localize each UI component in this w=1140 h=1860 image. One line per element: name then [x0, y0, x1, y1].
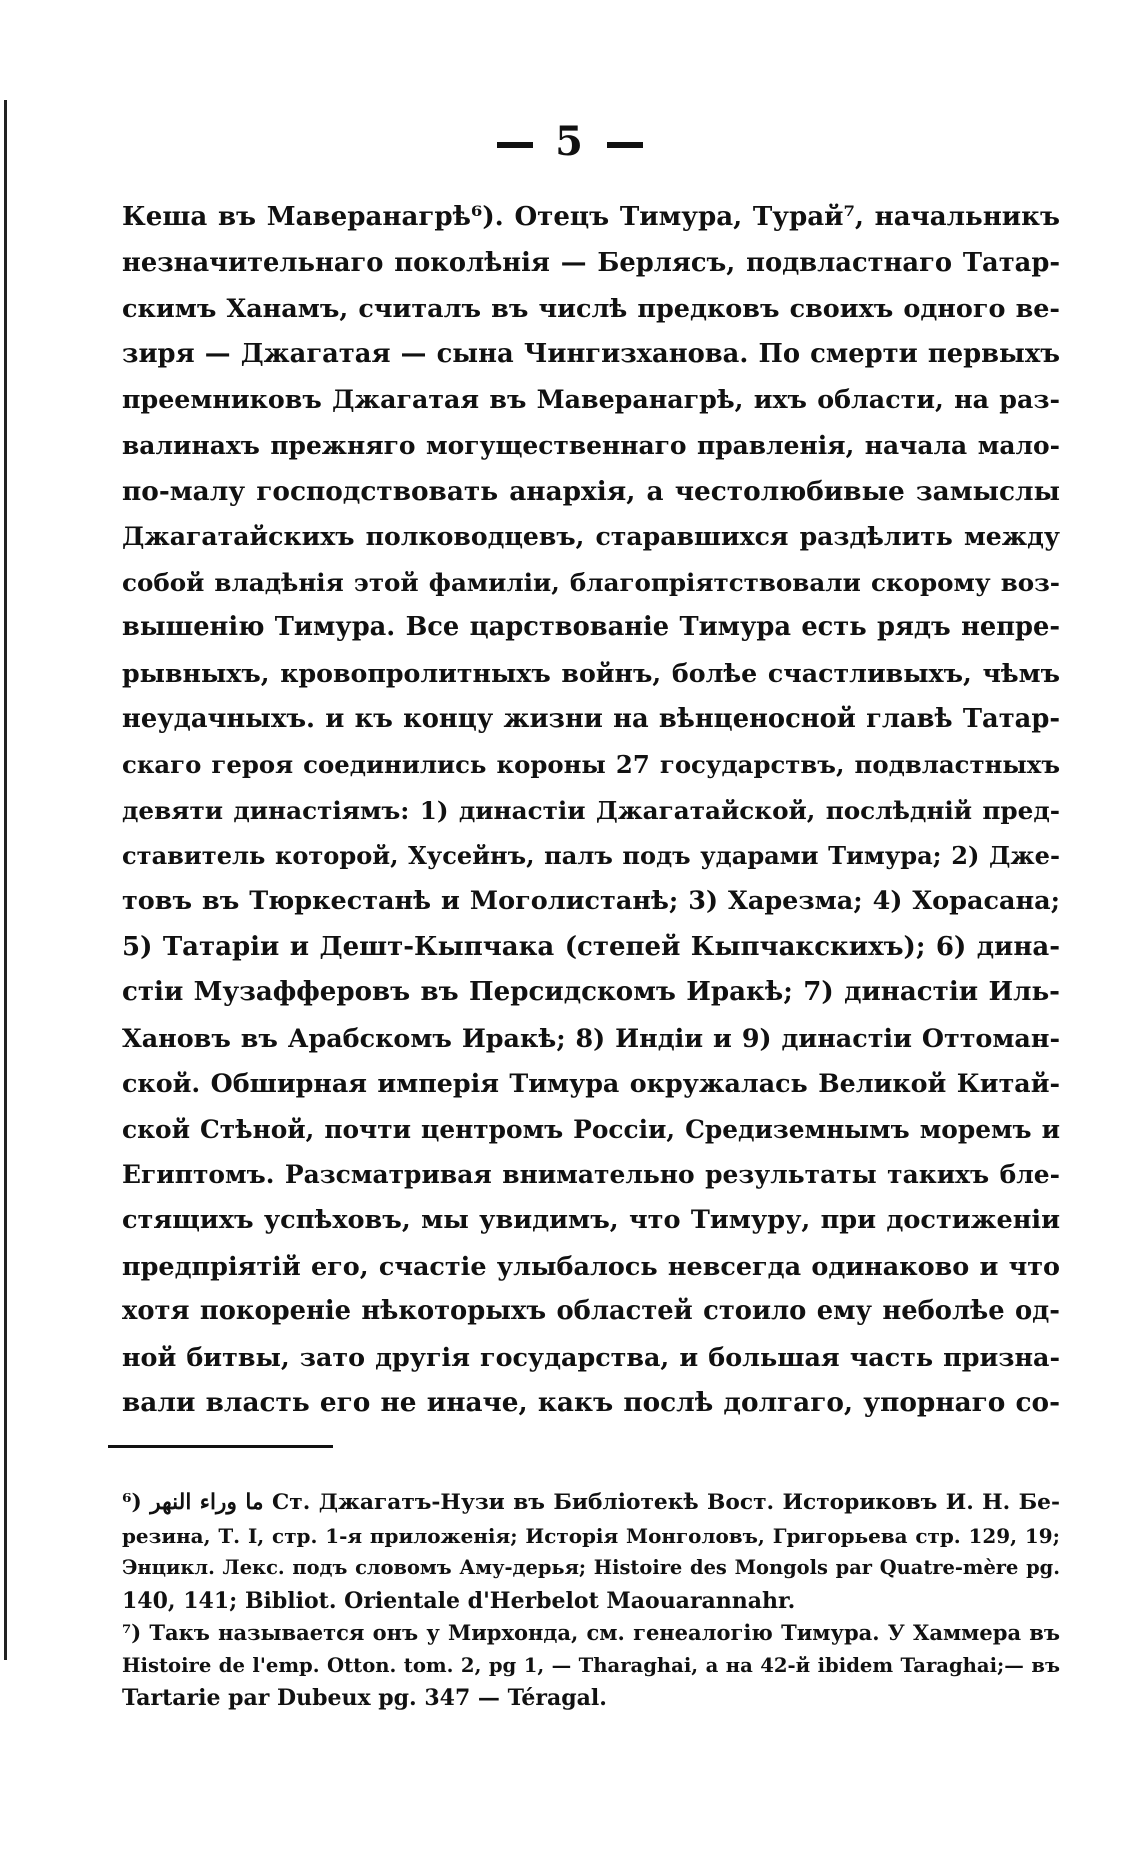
main-text: [122, 195, 1060, 1426]
text-line: вали власть его не иначе, какъ послѣ долгаго, упорнаго со-: [122, 1387, 1060, 1419]
footnote-line: Энцикл. Лекс. подъ словомъ Аму-дерья; Histoire des Mongols par Quatre-mère pg.: [122, 1556, 1060, 1579]
text-line: собой владѣнія этой фамиліи, благопріятствовали скорому воз-: [122, 567, 1060, 597]
text-line: преемниковъ Джагатая въ Маверанагрѣ, ихъ области, на раз-: [122, 384, 1060, 415]
text-line: стящихъ успѣховъ, мы увидимъ, что Тимуру, при достиженіи: [122, 1205, 1060, 1236]
text-line: хотя покореніе нѣкоторыхъ областей стоило ему неболѣе од-: [122, 1296, 1060, 1327]
header-dash-left: [497, 142, 533, 148]
text-line: стіи Музафферовъ въ Персидскомъ Иракѣ; 7) династіи Иль-: [122, 977, 1060, 1008]
text-line: Египтомъ. Разсматривая внимательно результаты такихъ бле-: [122, 1160, 1060, 1190]
text-line: ной битвы, зато другія государства, и большая часть призна-: [122, 1341, 1060, 1372]
text-line: ской Стѣной, почти центромъ Россіи, Средиземнымъ моремъ и: [122, 1114, 1060, 1144]
text-line: вышенію Тимура. Все царствованіе Тимура есть рядъ непре-: [122, 612, 1060, 643]
header-dash-right: [607, 142, 643, 148]
footnote-line: ⁷) Такъ называется онъ у Мирхонда, см. генеалогію Тимура. У Хаммера въ: [122, 1620, 1060, 1645]
text-line: по-малу господствовать анархія, а честолюбивые замыслы: [122, 475, 1060, 507]
text-line: скаго героя соединились короны 27 государствъ, подвластныхъ: [122, 750, 1060, 780]
text-line: Кеша въ Маверанагрѣ⁶). Отецъ Тимура, Турай⁷, начальникъ: [122, 202, 1060, 232]
text-line: ской. Обширная имперія Тимура окружалась Великой Китай-: [122, 1068, 1060, 1099]
footnote-separator: [108, 1445, 333, 1448]
footnote-line: резина, Т. I, стр. 1-я приложенія; Исторія Монголовъ, Григорьева стр. 129, 19;: [122, 1523, 1060, 1548]
footnote-line: 140, 141; Bibliot. Orientale d'Herbelot Maouarannahr.: [122, 1587, 796, 1614]
footnotes: [122, 1487, 1060, 1715]
text-line: Джагатайскихъ полководцевъ, старавшихся раздѣлить между: [122, 521, 1060, 552]
text-line: неудачныхъ. и къ концу жизни на вѣнценосной главѣ Татар-: [122, 703, 1060, 734]
text-line: незначительнаго поколѣнія — Берлясъ, подвластнаго Татар-: [122, 247, 1060, 278]
text-line: 5) Татаріи и Дешт-Кыпчака (степей Кыпчакскихъ); 6) дина-: [122, 931, 1060, 962]
footnote-line: ⁶) ما وراء النهر Ст. Джагатъ-Нузи въ Библіотекѣ Вост. Историковъ И. Н. Бе-: [122, 1490, 1060, 1515]
text-line: валинахъ прежняго могущественнаго правленія, начала мало-: [122, 430, 1060, 460]
page-number: 5: [555, 118, 585, 165]
text-line: товъ въ Тюркестанѣ и Моголистанѣ; 3) Харезма; 4) Хорасана;: [122, 885, 1060, 916]
text-line: девяти династіямъ: 1) династіи Джагатайской, послѣдній пред-: [122, 795, 1060, 825]
text-line: зиря — Джагатая — сына Чингизханова. По смерти первыхъ: [122, 338, 1060, 369]
footnote-line: Histoire de l'emp. Otton. tom. 2, pg 1, — Tharaghai, а на 42-й ibidem Taraghai;— въ: [122, 1653, 1060, 1677]
page-edge-line: [4, 100, 7, 1660]
text-line: скимъ Ханамъ, считалъ въ числѣ предковъ своихъ одного ве-: [122, 293, 1060, 324]
text-line: рывныхъ, кровопролитныхъ войнъ, болѣе счастливыхъ, чѣмъ: [122, 657, 1060, 688]
footnote-line: Tartarie par Dubeux pg. 347 — Téragal.: [122, 1685, 607, 1711]
text-line: предпріятій его, счастіе улыбалось невсегда одинаково и что: [122, 1250, 1060, 1281]
text-line: Хановъ въ Арабскомъ Иракѣ; 8) Индіи и 9) династіи Оттоман-: [122, 1022, 1060, 1053]
text-line: ставитель которой, Хусейнъ, палъ подъ ударами Тимура; 2) Дже-: [122, 841, 1060, 871]
page-header: [0, 118, 1140, 165]
